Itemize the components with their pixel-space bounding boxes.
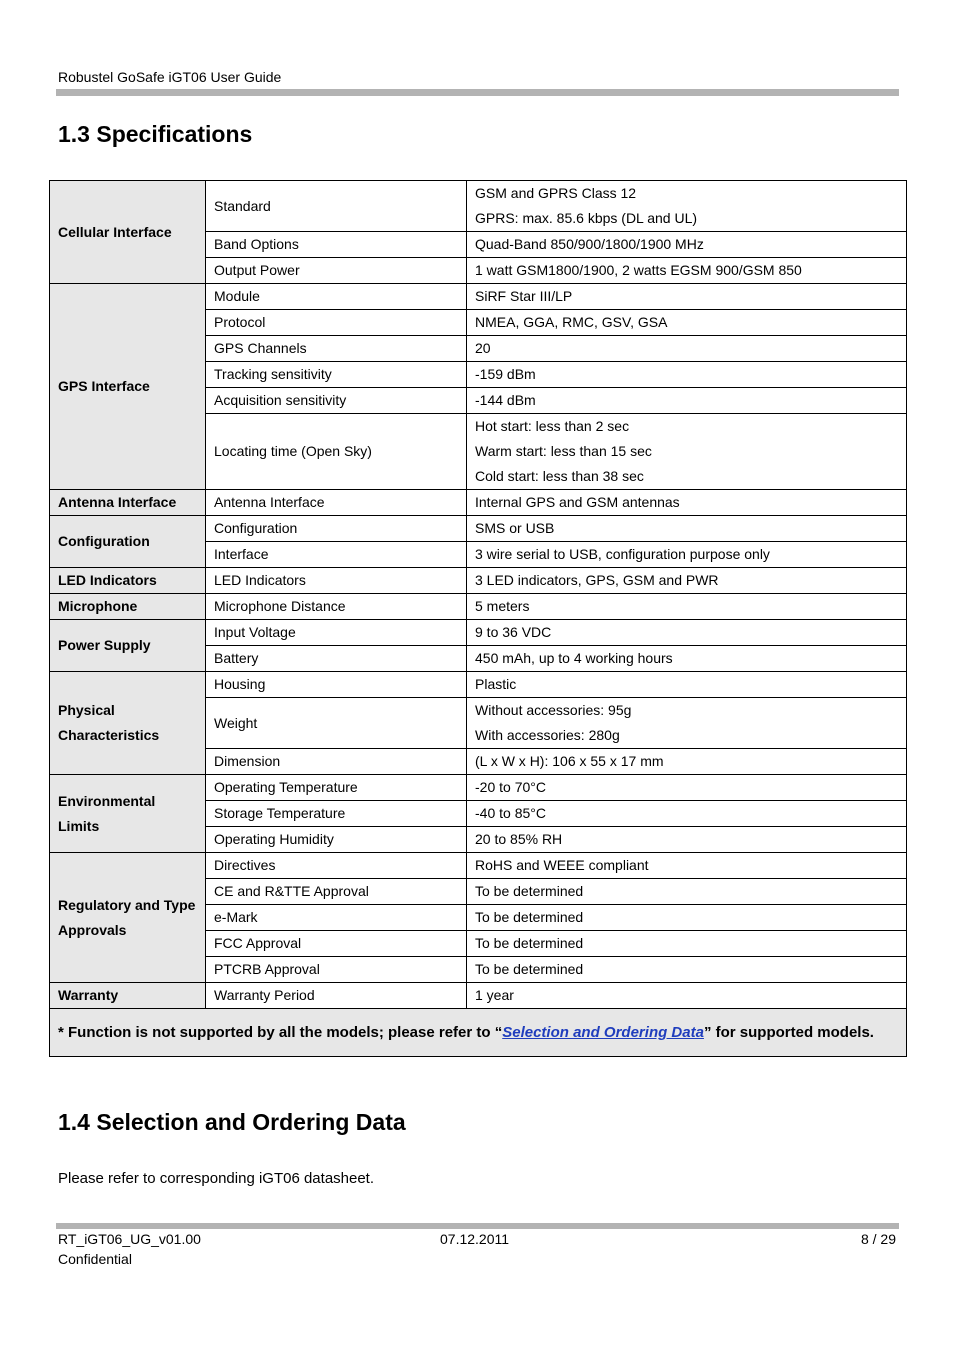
spec-group-label: GPS Interface bbox=[50, 284, 206, 490]
table-row bbox=[50, 853, 907, 879]
footer-doc-id: RT_iGT06_UG_v01.00 bbox=[58, 1231, 201, 1247]
footer-page-number: 8 / 29 bbox=[860, 1231, 896, 1247]
section-heading-ordering: 1.4 Selection and Ordering Data bbox=[58, 1109, 406, 1135]
spec-value bbox=[467, 620, 907, 646]
spec-value bbox=[467, 310, 907, 336]
spec-parameter: Tracking sensitivity bbox=[206, 362, 467, 388]
header-divider bbox=[56, 89, 899, 96]
spec-value-line: 5 meters bbox=[475, 598, 530, 614]
spec-value-line: To be determined bbox=[475, 961, 584, 977]
spec-value-line: GSM and GPRS Class 12 bbox=[475, 185, 637, 201]
spec-value bbox=[467, 284, 907, 310]
spec-value bbox=[467, 775, 907, 801]
spec-value bbox=[467, 594, 907, 620]
spec-parameter: Protocol bbox=[206, 310, 467, 336]
spec-value bbox=[467, 232, 907, 258]
spec-value-line: To be determined bbox=[475, 935, 584, 951]
table-row bbox=[50, 516, 907, 542]
spec-value-line: Internal GPS and GSM antennas bbox=[475, 494, 680, 510]
spec-parameter: e-Mark bbox=[206, 905, 467, 931]
footer-date: 07.12.2011 bbox=[440, 1231, 510, 1247]
table-note bbox=[50, 1009, 907, 1057]
spec-parameter: Storage Temperature bbox=[206, 801, 467, 827]
spec-value-line: 20 to 85% RH bbox=[475, 831, 563, 847]
spec-value-line: SiRF Star III/LP bbox=[475, 288, 573, 304]
spec-value bbox=[467, 181, 907, 232]
spec-value-line: 3 wire serial to USB, configuration purpose only bbox=[475, 546, 770, 562]
specifications-table bbox=[49, 180, 907, 1057]
spec-parameter: Band Options bbox=[206, 232, 467, 258]
ordering-text: Please refer to corresponding iGT06 datasheet. bbox=[58, 1170, 375, 1187]
table-row bbox=[50, 568, 907, 594]
spec-value-line: Cold start: less than 38 sec bbox=[475, 468, 644, 484]
spec-value bbox=[467, 490, 907, 516]
spec-value-line: 450 mAh, up to 4 working hours bbox=[475, 650, 673, 666]
spec-value bbox=[467, 749, 907, 775]
spec-group-label: Environmental Limits bbox=[50, 775, 206, 853]
spec-group-label: Warranty bbox=[50, 983, 206, 1009]
table-row bbox=[50, 983, 907, 1009]
table-row bbox=[50, 594, 907, 620]
header-title: Robustel GoSafe iGT06 User Guide bbox=[58, 69, 282, 85]
spec-value-line: 1 year bbox=[475, 987, 514, 1003]
table-row bbox=[50, 620, 907, 646]
table-row bbox=[50, 181, 907, 232]
spec-value bbox=[467, 827, 907, 853]
spec-group-label: Cellular Interface bbox=[50, 181, 206, 284]
spec-value-line: 9 to 36 VDC bbox=[475, 624, 552, 640]
spec-value bbox=[467, 414, 907, 490]
spec-value-line: NMEA, GGA, RMC, GSV, GSA bbox=[475, 314, 668, 330]
spec-group-label: LED Indicators bbox=[50, 568, 206, 594]
spec-value-line: With accessories: 280g bbox=[475, 727, 620, 743]
spec-value-line: (L x W x H): 106 x 55 x 17 mm bbox=[475, 753, 664, 769]
spec-group-label: Antenna Interface bbox=[50, 490, 206, 516]
spec-value-line: Warm start: less than 15 sec bbox=[475, 443, 652, 459]
spec-value bbox=[467, 801, 907, 827]
spec-value bbox=[467, 698, 907, 749]
spec-group-label: Configuration bbox=[50, 516, 206, 568]
spec-parameter: Configuration bbox=[206, 516, 467, 542]
spec-value-line: Plastic bbox=[475, 676, 517, 692]
spec-value bbox=[467, 542, 907, 568]
table-row bbox=[50, 775, 907, 801]
spec-parameter: Housing bbox=[206, 672, 467, 698]
spec-value bbox=[467, 931, 907, 957]
spec-value bbox=[467, 957, 907, 983]
spec-value-line: RoHS and WEEE compliant bbox=[475, 857, 649, 873]
spec-group-label: Regulatory and Type Approvals bbox=[50, 853, 206, 983]
spec-value-line: Without accessories: 95g bbox=[475, 702, 632, 718]
spec-parameter: Antenna Interface bbox=[206, 490, 467, 516]
spec-value-line: -40 to 85°C bbox=[475, 805, 546, 821]
spec-value-line: GPRS: max. 85.6 kbps (DL and UL) bbox=[475, 210, 698, 226]
spec-value-line: SMS or USB bbox=[475, 520, 555, 536]
spec-parameter: Locating time (Open Sky) bbox=[206, 414, 467, 490]
spec-group-label: Physical Characteristics bbox=[50, 672, 206, 775]
spec-value-line: 3 LED indicators, GPS, GSM and PWR bbox=[475, 572, 719, 588]
spec-parameter: Directives bbox=[206, 853, 467, 879]
spec-parameter: Warranty Period bbox=[206, 983, 467, 1009]
spec-parameter: Output Power bbox=[206, 258, 467, 284]
spec-group-label: Microphone bbox=[50, 594, 206, 620]
spec-value bbox=[467, 516, 907, 542]
table-row bbox=[50, 490, 907, 516]
spec-parameter: CE and R&TTE Approval bbox=[206, 879, 467, 905]
table-row bbox=[50, 284, 907, 310]
spec-parameter: Battery bbox=[206, 646, 467, 672]
note-prefix: * Function is not supported by all the models; please refer to “ bbox=[58, 1024, 503, 1041]
footer-confidential: Confidential bbox=[58, 1251, 132, 1267]
spec-parameter: Microphone Distance bbox=[206, 594, 467, 620]
spec-value bbox=[467, 568, 907, 594]
spec-parameter: Dimension bbox=[206, 749, 467, 775]
spec-value bbox=[467, 388, 907, 414]
spec-parameter: Module bbox=[206, 284, 467, 310]
spec-value bbox=[467, 853, 907, 879]
spec-value bbox=[467, 672, 907, 698]
spec-parameter: Weight bbox=[206, 698, 467, 749]
spec-value-line: 1 watt GSM1800/1900, 2 watts EGSM 900/GSM 850 bbox=[475, 262, 802, 278]
spec-value-line: To be determined bbox=[475, 883, 584, 899]
spec-group-label: Power Supply bbox=[50, 620, 206, 672]
spec-value bbox=[467, 258, 907, 284]
spec-parameter: Acquisition sensitivity bbox=[206, 388, 467, 414]
spec-value-line: Hot start: less than 2 sec bbox=[475, 418, 630, 434]
footer-divider bbox=[56, 1223, 899, 1229]
spec-parameter: Operating Temperature bbox=[206, 775, 467, 801]
spec-value bbox=[467, 646, 907, 672]
selection-ordering-link[interactable]: Selection and Ordering Data bbox=[502, 1024, 704, 1041]
table-row bbox=[50, 672, 907, 698]
spec-value-line: 20 bbox=[475, 340, 491, 356]
spec-parameter: FCC Approval bbox=[206, 931, 467, 957]
spec-value bbox=[467, 983, 907, 1009]
spec-parameter: Interface bbox=[206, 542, 467, 568]
spec-parameter: Operating Humidity bbox=[206, 827, 467, 853]
spec-parameter: GPS Channels bbox=[206, 336, 467, 362]
spec-value-line: -144 dBm bbox=[475, 392, 536, 408]
note-suffix: ” for supported models. bbox=[703, 1024, 874, 1041]
spec-value-line: -159 dBm bbox=[475, 366, 536, 382]
spec-value-line: To be determined bbox=[475, 909, 584, 925]
spec-value bbox=[467, 905, 907, 931]
spec-parameter: Input Voltage bbox=[206, 620, 467, 646]
spec-value bbox=[467, 879, 907, 905]
spec-parameter: LED Indicators bbox=[206, 568, 467, 594]
spec-value bbox=[467, 362, 907, 388]
spec-parameter: Standard bbox=[206, 181, 467, 232]
spec-parameter: PTCRB Approval bbox=[206, 957, 467, 983]
spec-value bbox=[467, 336, 907, 362]
spec-value-line: Quad-Band 850/900/1800/1900 MHz bbox=[475, 236, 704, 252]
note-row bbox=[50, 1009, 907, 1057]
section-heading-specifications: 1.3 Specifications bbox=[58, 121, 253, 147]
spec-value-line: -20 to 70°C bbox=[475, 779, 546, 795]
